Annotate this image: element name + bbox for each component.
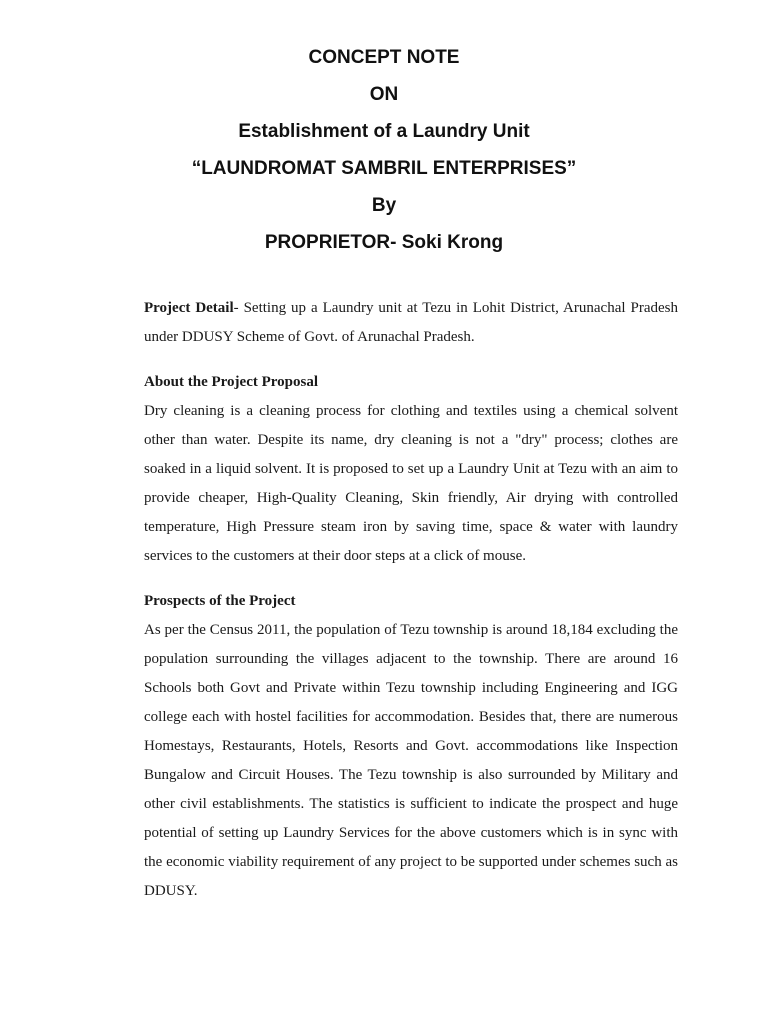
project-detail-label: Project Detail <box>144 300 234 316</box>
title-by: By <box>371 195 397 216</box>
document-body <box>144 294 678 906</box>
project-detail-paragraph <box>144 294 678 352</box>
title-proprietor: PROPRIETOR- Soki Krong <box>264 232 504 253</box>
title-on: ON <box>369 84 399 105</box>
document-title-block <box>0 43 768 265</box>
about-heading: About the Project Proposal <box>144 374 319 390</box>
prospects-heading: Prospects of the Project <box>144 593 296 609</box>
title-establishment: Establishment of a Laundry Unit <box>238 121 530 142</box>
about-paragraph: Dry cleaning is a cleaning process for clothing and textiles using a chemical solvent other than water. Despite its name, dry cleaning is not a "dry" process; clothes are soaked in a liquid solvent. It is proposed to set up a Laundry Unit at Tezu with an aim to provide cheaper, High-Quality Cleaning, Skin friendly, Air drying with controlled temperature, High Pressure steam iron by saving time, space & water with laundry services to the customers at their door steps at a click of mouse. <box>144 403 678 564</box>
project-detail-text: - Setting up a Laundry unit at Tezu in Lohit District, Arunachal Pradesh under DDUSY Scheme of Govt. of Arunachal Pradesh. <box>144 300 678 345</box>
prospects-paragraph: As per the Census 2011, the population of Tezu township is around 18,184 excluding the population surrounding the villages adjacent to the township. There are around 16 Schools both Govt and Private within Tezu township including Engineering and IGG college each with hostel facilities for accommodation. Besides that, there are numerous Homestays, Restaurants, Hotels, Resorts and Govt. accommodations like Inspection Bungalow and Circuit Houses. The Tezu township is also surrounded by Military and other civil establishments. The statistics is sufficient to indicate the prospect and huge potential of setting up Laundry Services for the above customers which is in sync with the economic viability requirement of any project to be supported under schemes such as DDUSY. <box>144 622 678 899</box>
title-enterprise-name: “LAUNDROMAT SAMBRIL ENTERPRISES” <box>191 158 577 179</box>
title-concept-note: CONCEPT NOTE <box>308 47 460 68</box>
